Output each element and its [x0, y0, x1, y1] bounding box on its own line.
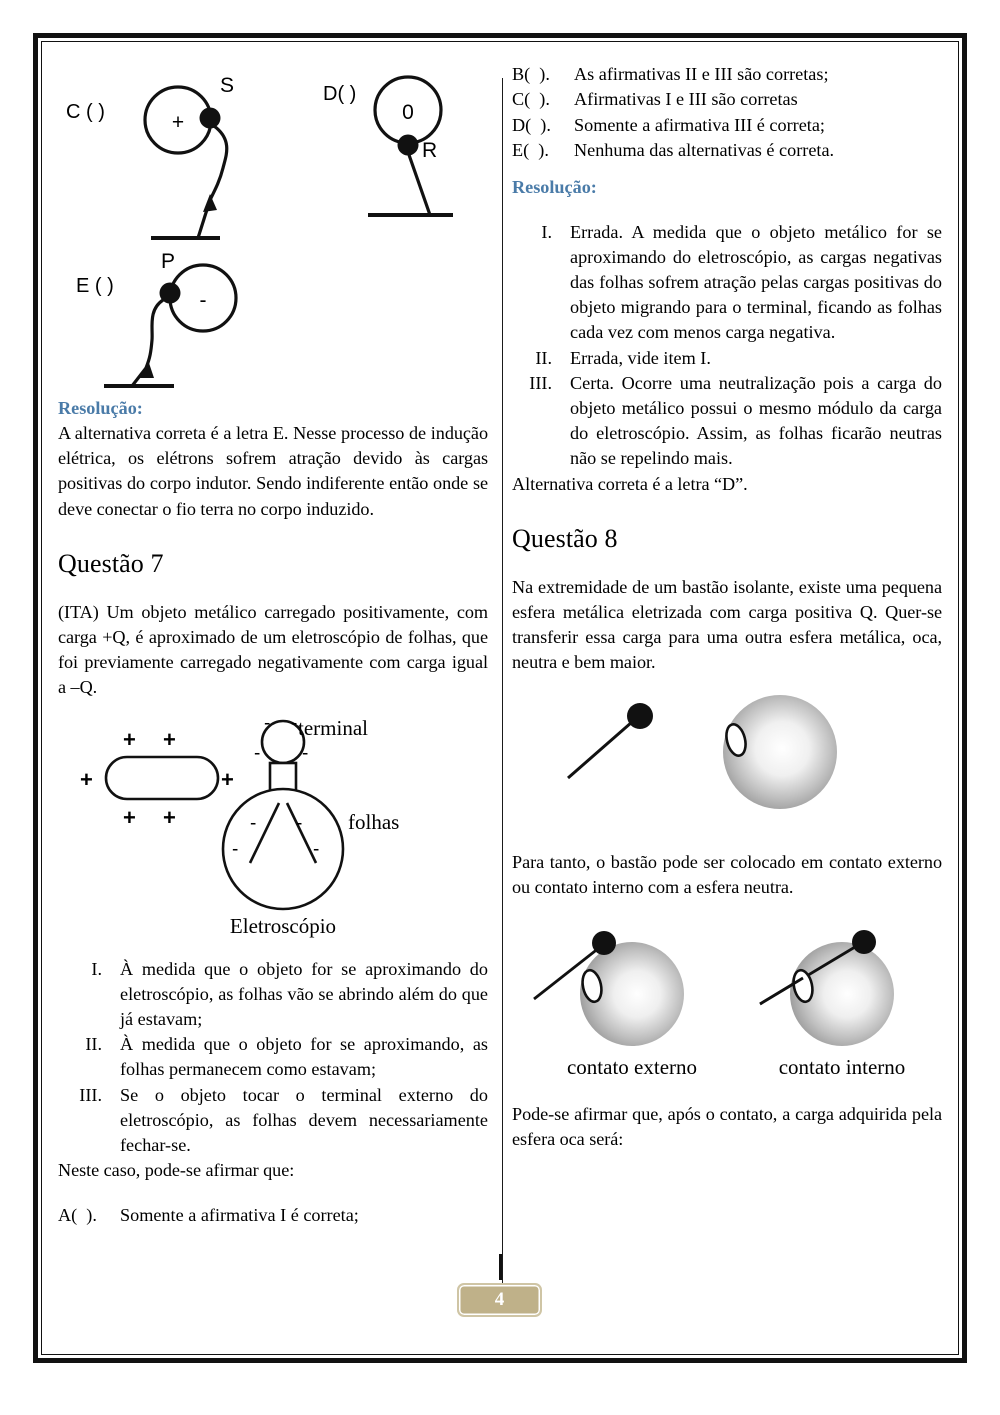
- alternative-d-text: Somente a afirmativa III é correta;: [574, 114, 825, 135]
- statement-text: À medida que o objeto for se aproximando do eletroscópio, as folhas vão se abrindo além do que já estavam;: [120, 958, 488, 1030]
- insulating-rod: [568, 722, 632, 778]
- resolution-item: [512, 371, 942, 472]
- statement-text: À medida que o objeto for se aproximando, as folhas permanecem como estavam;: [120, 1034, 488, 1080]
- option-e-label: E ( ): [76, 275, 114, 297]
- statement-number: I.: [91, 958, 102, 979]
- option-c-sphere-sign: +: [171, 111, 185, 134]
- option-e-arrowhead: [140, 360, 154, 378]
- right-conclusion-text: Alternativa correta é a letra “D”.: [512, 473, 748, 494]
- alternative-a-key: A( ).: [58, 1205, 97, 1226]
- left-column: [58, 60, 488, 1290]
- electroscope-caption: Eletroscópio: [229, 913, 337, 938]
- internal-contact-charged-sphere: [852, 930, 876, 954]
- option-c-node-label: S: [220, 74, 235, 97]
- electroscope-diagram: [58, 717, 488, 939]
- leaf-charge-1: -: [250, 812, 257, 834]
- page-frame: [33, 33, 967, 1363]
- resolution-number: II.: [535, 347, 552, 368]
- charged-small-sphere: [627, 703, 653, 729]
- alternative-e-text: Nenhuma das alternativas é correta.: [574, 140, 835, 161]
- alternative-d-key: D( ).: [512, 114, 551, 135]
- external-contact-caption: contato externo: [566, 1055, 698, 1080]
- bar-charge-bottom-left: +: [123, 804, 136, 830]
- option-d-node-label: R: [422, 139, 438, 162]
- left-resolucao-label: Resolução:: [58, 398, 143, 418]
- resolution-number: III.: [529, 372, 552, 393]
- alternative-a-text: Somente a afirmativa I é correta;: [120, 1205, 359, 1226]
- questao-7-statement-list: [58, 957, 488, 1159]
- option-d-sphere-sign: 0: [402, 101, 414, 124]
- statement-item: [58, 1083, 488, 1159]
- option-d-label: D( ): [323, 83, 357, 105]
- page-number: 4: [494, 1289, 505, 1310]
- option-c-contact-node: [200, 108, 221, 129]
- contact-figures-group: [512, 916, 942, 1096]
- option-c-arrowhead: [203, 194, 217, 212]
- resolution-text: Errada, vide item I.: [570, 347, 711, 368]
- two-column-body: [58, 60, 942, 1290]
- leaf-charge-2: -: [296, 812, 303, 834]
- electroscope-figure: [58, 717, 488, 939]
- option-e-wire: [146, 300, 163, 368]
- terminal-label: terminal: [298, 716, 368, 740]
- terminal-charge-2: -: [291, 716, 298, 734]
- resolution-text: Certa. Ocorre uma neutralização pois a carga do objeto metálico possui o mesmo módulo da carga do eletroscópio. Assim, as folhas ficarão neutras não se repelindo mais.: [570, 372, 942, 469]
- resolution-number: I.: [541, 221, 552, 242]
- contact-diagrams: [512, 916, 942, 1096]
- external-contact-charged-sphere: [592, 931, 616, 955]
- alternative-b-text: As afirmativas II e III são corretas;: [574, 64, 829, 84]
- alternative-a-row: [58, 1203, 488, 1228]
- option-c-wire: [210, 126, 227, 200]
- internal-contact-caption: contato interno: [778, 1055, 906, 1080]
- induction-alternatives-diagram: [58, 60, 488, 390]
- right-resolucao-label: Resolução:: [512, 176, 597, 197]
- bar-charge-left: +: [80, 766, 93, 792]
- closing-question-text: Pode-se afirmar que, após o contato, a carga adquirida pela esfera oca será:: [512, 1104, 942, 1150]
- questao-6-resolution-list: [512, 220, 942, 472]
- rod-and-hollow-sphere-figure: [512, 690, 942, 838]
- statement-item: [58, 1032, 488, 1082]
- folhas-label: folhas: [348, 809, 400, 834]
- bar-charge-top-left: +: [123, 726, 136, 752]
- page-number-badge: [457, 1283, 542, 1317]
- bar-charge-bottom-right: +: [163, 804, 176, 830]
- alternative-e-row: [512, 138, 942, 163]
- neste-caso-text: Neste caso, pode-se afirmar que:: [58, 1160, 295, 1181]
- questao-8-heading: Questão 8: [512, 523, 618, 553]
- alternative-c-text: Afirmativas I e III são corretas: [574, 89, 798, 110]
- alternative-c-row: [512, 87, 942, 112]
- terminal-charge-3: -: [254, 742, 261, 764]
- questao-7-statement: (ITA) Um objeto metálico carregado positivamente, com carga +Q, é aproximado de um eletroscópio de folhas, que foi previamente carregado negativamente com carga igual a –Q.: [58, 601, 488, 698]
- resolution-item: [512, 220, 942, 346]
- page-badge-stem: [499, 1254, 502, 1280]
- alternatives-figure-group: [58, 60, 488, 390]
- statement-number: III.: [79, 1084, 102, 1105]
- resolution-item: [512, 346, 942, 371]
- questao-7-heading: Questão 7: [58, 548, 164, 578]
- column-divider: [502, 78, 503, 1286]
- option-c-label: C ( ): [66, 101, 105, 123]
- electroscope-bulb: [223, 789, 343, 909]
- rod-sphere-diagram: [512, 690, 942, 838]
- bar-charge-top-right: +: [163, 726, 176, 752]
- statement-number: II.: [85, 1034, 102, 1055]
- option-e-node-label: P: [161, 250, 176, 273]
- leaf-charge-4: -: [313, 838, 320, 860]
- option-e-sphere-sign: -: [199, 289, 207, 312]
- para-tanto-text: Para tanto, o bastão pode ser colocado em contato externo ou contato interno com a esfera neutra.: [512, 851, 942, 897]
- leaf-charge-3: -: [232, 838, 239, 860]
- alternative-c-key: C( ).: [512, 89, 550, 110]
- questao-8-statement: Na extremidade de um bastão isolante, existe uma pequena esfera metálica eletrizada com carga positiva Q. Quer-se transferir essa carga para uma outra esfera metálica, oca, neutra e bem maior.: [512, 576, 942, 673]
- left-resolucao-text: A alternativa correta é a letra E. Nesse processo de indução elétrica, os elétrons sofrem atração devido às cargas positivas do corpo indutor. Sendo indiferente então onde se deve conectar o fio terra no corpo induzido.: [58, 423, 488, 519]
- terminal-charge-4: -: [302, 742, 309, 764]
- statement-text: Se o objeto tocar o terminal externo do eletroscópio, as folhas devem necessariamente fechar-se.: [120, 1084, 488, 1156]
- alternative-e-key: E( ).: [512, 140, 549, 161]
- statement-item: [58, 957, 488, 1033]
- right-column: [512, 60, 942, 1290]
- resolution-text: Errada. A medida que o objeto metálico for se aproximando do eletroscópio, as cargas negativas das folhas sofrem atração pelas cargas positivas do objeto migrando para o terminal, ficando as folhas cada vez com menos carga negativa.: [570, 221, 942, 343]
- alternative-b-row: [512, 62, 942, 87]
- bar-charge-right: +: [221, 766, 234, 792]
- alternative-b-key: B( ).: [512, 64, 550, 84]
- alternative-d-row: [512, 113, 942, 138]
- charged-bar: [106, 757, 218, 799]
- terminal-charge-1: -: [264, 716, 271, 734]
